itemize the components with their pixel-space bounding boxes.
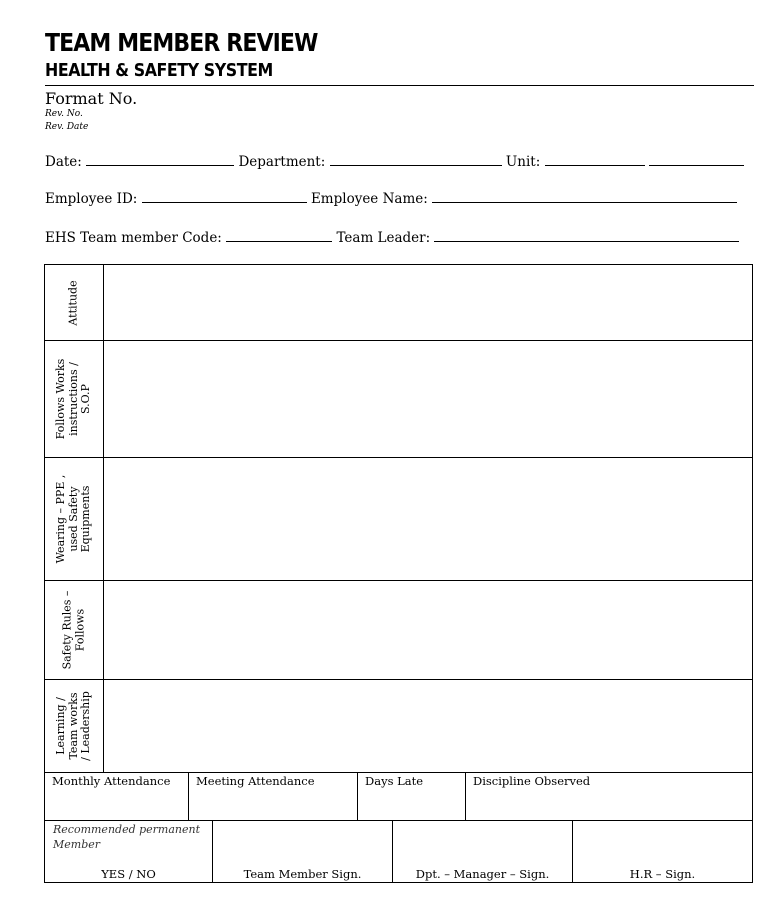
discipline-observed-label: Discipline Observed bbox=[473, 774, 591, 788]
field-row-ehs bbox=[45, 228, 739, 246]
employee-name-field[interactable] bbox=[432, 189, 737, 203]
criteria-label: Follows Works instructions / S.O.P bbox=[54, 358, 93, 440]
criteria-label: Learning / Team works / Leadership bbox=[54, 691, 93, 761]
criteria-comment-safety-rules[interactable] bbox=[104, 581, 753, 680]
department-field[interactable] bbox=[330, 152, 502, 166]
ehs-code-label: EHS Team member Code: bbox=[45, 230, 222, 246]
manager-sign-cell[interactable] bbox=[393, 821, 573, 883]
yes-no-label: YES / NO bbox=[101, 867, 156, 881]
meeting-attendance-cell[interactable] bbox=[189, 773, 358, 821]
rev-date-label: Rev. Date bbox=[45, 122, 89, 132]
signoff-table bbox=[44, 820, 753, 883]
days-late-label: Days Late bbox=[365, 774, 424, 788]
criteria-label-cell bbox=[45, 341, 104, 458]
employee-id-field[interactable] bbox=[142, 189, 307, 203]
criteria-label: Wearing – PPE , used Safety Equipments bbox=[54, 474, 93, 564]
unit-label: Unit: bbox=[505, 154, 541, 170]
criteria-label: Attitude bbox=[66, 279, 80, 326]
date-field[interactable] bbox=[86, 152, 234, 166]
meeting-attendance-label: Meeting Attendance bbox=[196, 774, 315, 788]
team-member-sign-cell[interactable] bbox=[213, 821, 393, 883]
criteria-comment-attitude[interactable] bbox=[104, 265, 753, 341]
recommendation-cell[interactable] bbox=[45, 821, 213, 883]
criteria-comment-learning[interactable] bbox=[104, 680, 753, 773]
criteria-label-cell bbox=[45, 680, 104, 773]
field-row-date bbox=[45, 152, 744, 170]
criteria-row-learning bbox=[45, 680, 753, 773]
department-label: Department: bbox=[238, 154, 326, 170]
monthly-attendance-cell[interactable] bbox=[45, 773, 189, 821]
form-subtitle: HEALTH & SAFETY SYSTEM bbox=[45, 60, 273, 81]
header-rule bbox=[45, 85, 754, 86]
team-leader-field[interactable] bbox=[434, 228, 739, 242]
unit-field-extra[interactable] bbox=[649, 152, 744, 166]
monthly-attendance-label: Monthly Attendance bbox=[52, 774, 171, 788]
team-leader-label: Team Leader: bbox=[336, 230, 431, 246]
team-member-sign-label: Team Member Sign. bbox=[243, 867, 362, 881]
criteria-row-attitude bbox=[45, 265, 753, 341]
criteria-row-sop bbox=[45, 341, 753, 458]
date-label: Date: bbox=[45, 154, 82, 170]
criteria-label-cell bbox=[45, 265, 104, 341]
ehs-code-field[interactable] bbox=[226, 228, 332, 242]
criteria-label-cell bbox=[45, 458, 104, 581]
criteria-table bbox=[44, 264, 753, 773]
attendance-table bbox=[44, 772, 753, 821]
manager-sign-label: Dpt. – Manager – Sign. bbox=[415, 867, 550, 881]
hr-sign-cell[interactable] bbox=[573, 821, 753, 883]
form-title: TEAM MEMBER REVIEW bbox=[45, 28, 318, 57]
rev-no-label: Rev. No. bbox=[45, 109, 83, 119]
criteria-comment-ppe[interactable] bbox=[104, 458, 753, 581]
field-row-employee bbox=[45, 189, 737, 207]
hr-sign-label: H.R – Sign. bbox=[629, 867, 696, 881]
criteria-comment-sop[interactable] bbox=[104, 341, 753, 458]
discipline-observed-cell[interactable] bbox=[466, 773, 753, 821]
employee-name-label: Employee Name: bbox=[310, 191, 428, 207]
unit-field[interactable] bbox=[545, 152, 645, 166]
format-no-label: Format No. bbox=[45, 89, 138, 108]
criteria-row-safety-rules bbox=[45, 581, 753, 680]
criteria-label-cell bbox=[45, 581, 104, 680]
employee-id-label: Employee ID: bbox=[45, 191, 138, 207]
recommendation-label: Recommended permanent Member bbox=[53, 823, 201, 851]
criteria-row-ppe bbox=[45, 458, 753, 581]
days-late-cell[interactable] bbox=[358, 773, 466, 821]
criteria-label: Safety Rules – Follows bbox=[60, 590, 86, 670]
